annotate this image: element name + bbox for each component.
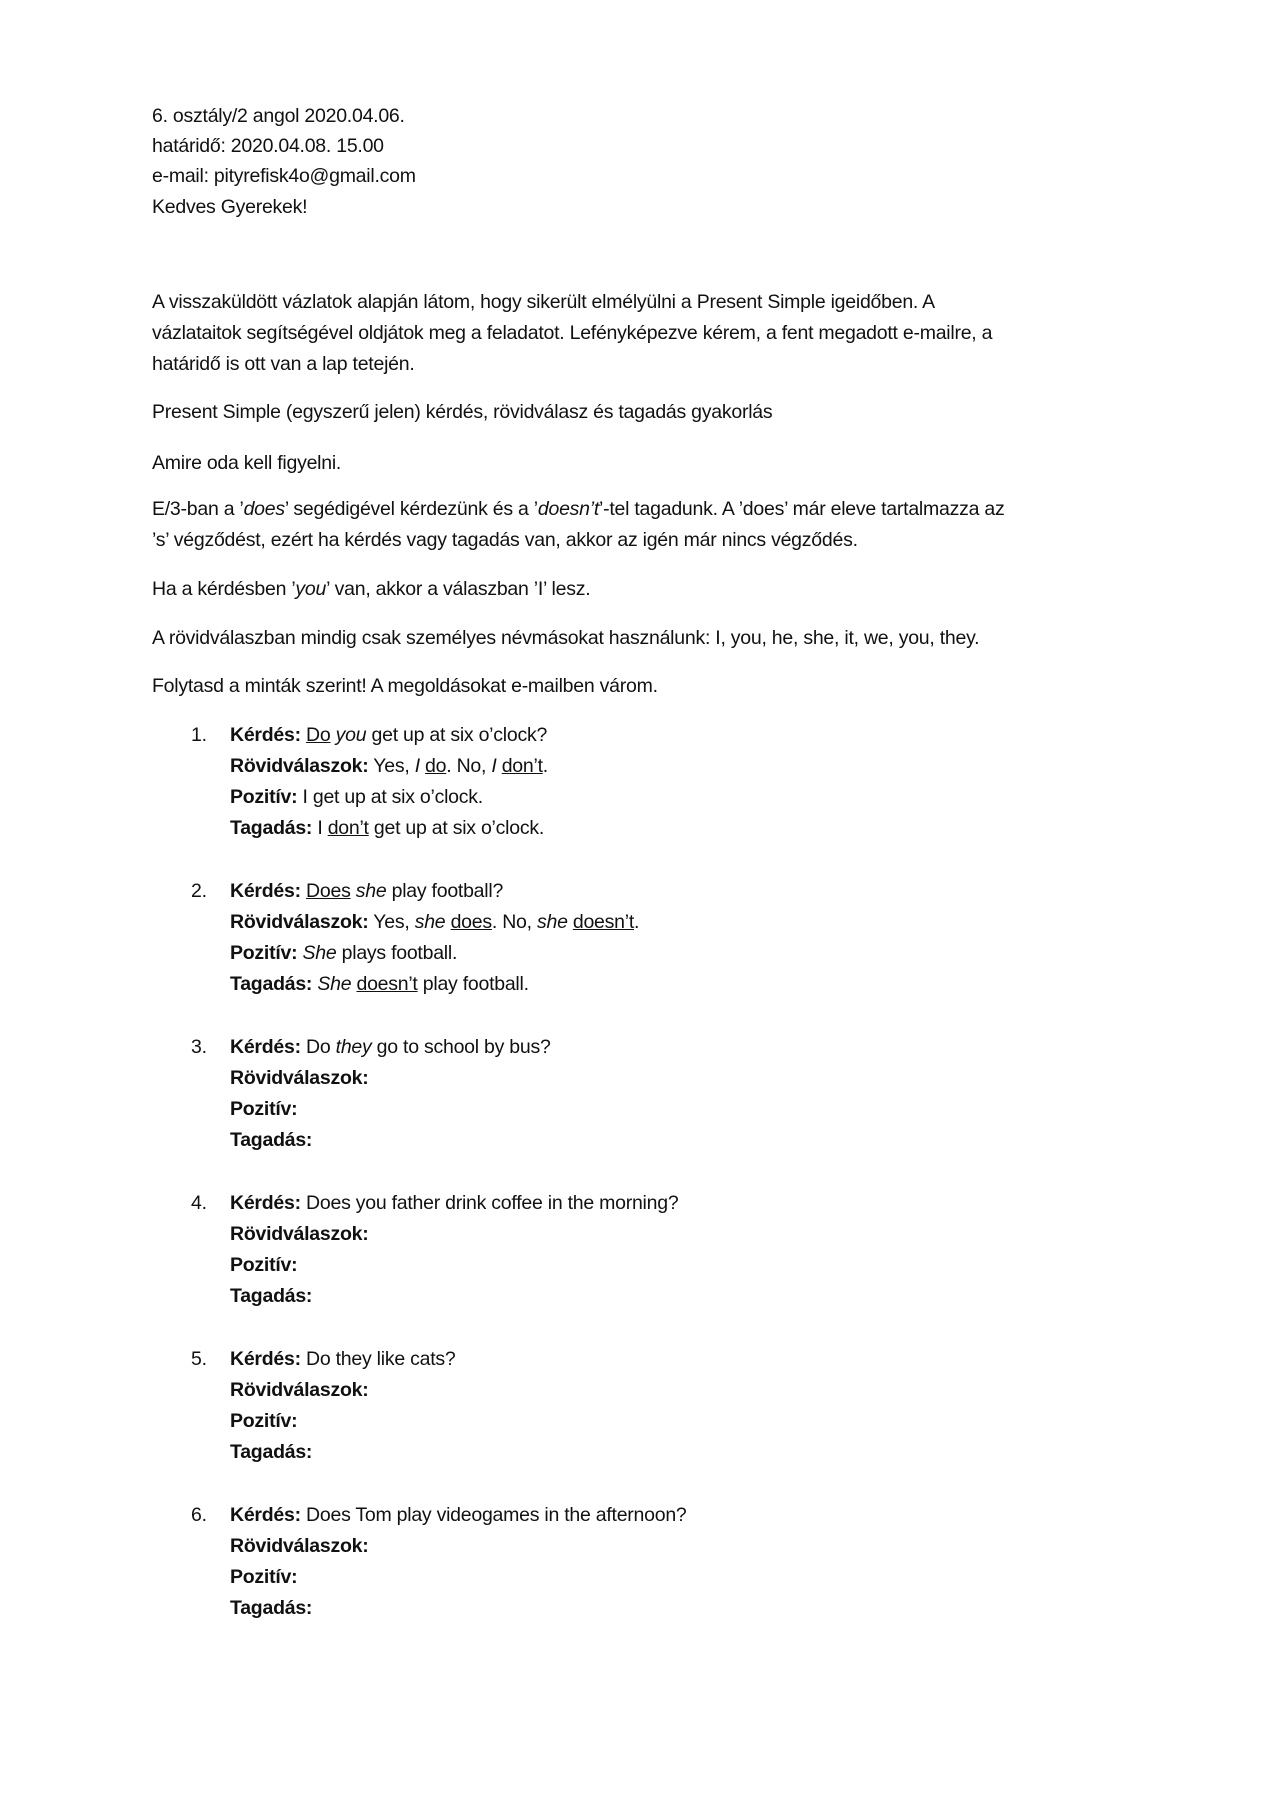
aux-verb: don’t	[327, 817, 369, 839]
intro-line-2: vázlataitok segítségével oldjátok meg a feladatot. Lefényképezve kérem, a fent megadott e-mailre, a	[152, 322, 993, 344]
question-text: play football?	[386, 880, 504, 902]
item-positive	[230, 1094, 297, 1125]
subject: she	[536, 911, 568, 933]
item-negative	[230, 813, 544, 844]
question-text: Does you father drink coffee in the morning?	[306, 1192, 679, 1214]
question-label: Kérdés:	[230, 1192, 301, 1214]
item-negative	[230, 1437, 312, 1468]
item-number: 1.	[191, 724, 207, 746]
aux-verb: doesn’t	[356, 973, 418, 995]
question-text: get up at six o’clock?	[366, 724, 548, 746]
subject: she	[355, 880, 387, 902]
subject: she	[414, 911, 446, 933]
answer-text: Yes,	[373, 911, 415, 933]
item-negative	[230, 1281, 312, 1312]
rule-you-word: you	[295, 578, 327, 600]
header-deadline: határidő: 2020.04.08. 15.00	[152, 135, 384, 157]
positive-label: Pozitív:	[230, 1410, 298, 1432]
negative-text: get up at six o’clock.	[368, 817, 544, 839]
question-label: Kérdés:	[230, 1348, 301, 1370]
subject: She	[302, 942, 337, 964]
aux-verb: Do	[306, 724, 331, 746]
short-answers-label: Rövidválaszok:	[230, 1223, 369, 1245]
short-answers-label: Rövidválaszok:	[230, 1379, 369, 1401]
positive-text: plays football.	[336, 942, 458, 964]
item-short-answers	[230, 1531, 368, 1562]
answer-text: . No,	[491, 911, 537, 933]
subject: you	[335, 724, 367, 746]
positive-label: Pozitív:	[230, 1566, 298, 1588]
negative-text: play football.	[417, 973, 529, 995]
rule-does-word: does	[243, 498, 285, 520]
item-question	[230, 876, 503, 907]
answer-text: .	[542, 755, 548, 777]
positive-label: Pozitív:	[230, 1254, 298, 1276]
negative-label: Tagadás:	[230, 1597, 313, 1619]
intro-line-3: határidő is ott van a lap tetején.	[152, 353, 415, 375]
short-answers-label: Rövidválaszok:	[230, 1067, 369, 1089]
item-number: 5.	[191, 1348, 207, 1370]
item-short-answers	[230, 751, 548, 782]
header-email: e-mail: pityrefisk4o@gmail.com	[152, 165, 416, 187]
rule-pronouns: A rövidválaszban mindig csak személyes névmásokat használunk: I, you, he, she, it, we, you, they.	[152, 627, 980, 649]
aux-verb: Does	[306, 880, 351, 902]
negative-label: Tagadás:	[230, 1285, 313, 1307]
negative-label: Tagadás:	[230, 1441, 313, 1463]
subject: She	[317, 973, 352, 995]
question-text: Do	[306, 1036, 336, 1058]
rule-text: E/3-ban a ’	[152, 498, 244, 520]
question-text: Does Tom play videogames in the afternoon?	[306, 1504, 687, 1526]
short-answers-label: Rövidválaszok:	[230, 911, 369, 933]
rule-text: Ha a kérdésben ’	[152, 578, 296, 600]
subject: they	[335, 1036, 372, 1058]
item-question	[230, 1500, 687, 1531]
answer-text: .	[634, 911, 640, 933]
instruction: Folytasd a minták szerint! A megoldásokat e-mailben várom.	[152, 675, 658, 697]
question-text: go to school by bus?	[371, 1036, 551, 1058]
answer-text: Yes,	[373, 755, 415, 777]
question-label: Kérdés:	[230, 724, 301, 746]
item-short-answers	[230, 907, 639, 938]
positive-label: Pozitív:	[230, 1098, 298, 1120]
item-negative	[230, 1125, 312, 1156]
item-number: 2.	[191, 880, 207, 902]
item-negative	[230, 969, 529, 1000]
positive-label: Pozitív:	[230, 786, 298, 808]
aux-verb: doesn’t	[572, 911, 634, 933]
intro-line-1: A visszaküldött vázlatok alapján látom, hogy sikerült elmélyülni a Present Simple igeidőben. A	[152, 291, 935, 313]
item-question	[230, 1188, 678, 1219]
negative-label: Tagadás:	[230, 973, 313, 995]
positive-label: Pozitív:	[230, 942, 298, 964]
header-class-date: 6. osztály/2 angol 2020.04.06.	[152, 105, 405, 127]
item-positive	[230, 1406, 297, 1437]
question-text: Do they like cats?	[306, 1348, 456, 1370]
short-answers-label: Rövidválaszok:	[230, 755, 369, 777]
greeting: Kedves Gyerekek!	[152, 196, 308, 218]
item-short-answers	[230, 1375, 368, 1406]
item-short-answers	[230, 1063, 368, 1094]
item-positive	[230, 938, 457, 969]
subject: I	[491, 755, 497, 777]
question-label: Kérdés:	[230, 880, 301, 902]
question-label: Kérdés:	[230, 1036, 301, 1058]
item-question	[230, 720, 547, 751]
item-question	[230, 1032, 551, 1063]
rule-text: ’-tel tagadunk. A ’does’ már eleve tartalmazza az	[599, 498, 1005, 520]
rule-text: ’ van, akkor a válaszban ’I’ lesz.	[326, 578, 591, 600]
item-number: 6.	[191, 1504, 207, 1526]
rule-doesnt-word: doesn’t	[537, 498, 600, 520]
item-negative	[230, 1593, 312, 1624]
short-answers-label: Rövidválaszok:	[230, 1535, 369, 1557]
rule-you	[152, 574, 590, 605]
negative-label: Tagadás:	[230, 817, 313, 839]
item-question	[230, 1344, 455, 1375]
negative-text: I	[317, 817, 328, 839]
aux-verb: don’t	[501, 755, 543, 777]
attention: Amire oda kell figyelni.	[152, 452, 342, 474]
rule-does-line-2: ’s’ végződést, ezért ha kérdés vagy tagadás van, akkor az igén már nincs végződés.	[152, 529, 858, 551]
item-number: 3.	[191, 1036, 207, 1058]
item-positive	[230, 1562, 297, 1593]
aux-verb: does	[450, 911, 492, 933]
aux-verb: do	[425, 755, 447, 777]
rule-does-line-1	[152, 494, 1004, 525]
negative-label: Tagadás:	[230, 1129, 313, 1151]
rule-text: ’ segédigével kérdezünk és a ’	[284, 498, 538, 520]
item-number: 4.	[191, 1192, 207, 1214]
subject: I	[414, 755, 420, 777]
item-positive	[230, 782, 483, 813]
answer-text: . No,	[446, 755, 492, 777]
positive-text: I get up at six o’clock.	[302, 786, 483, 808]
topic: Present Simple (egyszerű jelen) kérdés, rövidválasz és tagadás gyakorlás	[152, 401, 773, 423]
item-positive	[230, 1250, 297, 1281]
item-short-answers	[230, 1219, 368, 1250]
question-label: Kérdés:	[230, 1504, 301, 1526]
